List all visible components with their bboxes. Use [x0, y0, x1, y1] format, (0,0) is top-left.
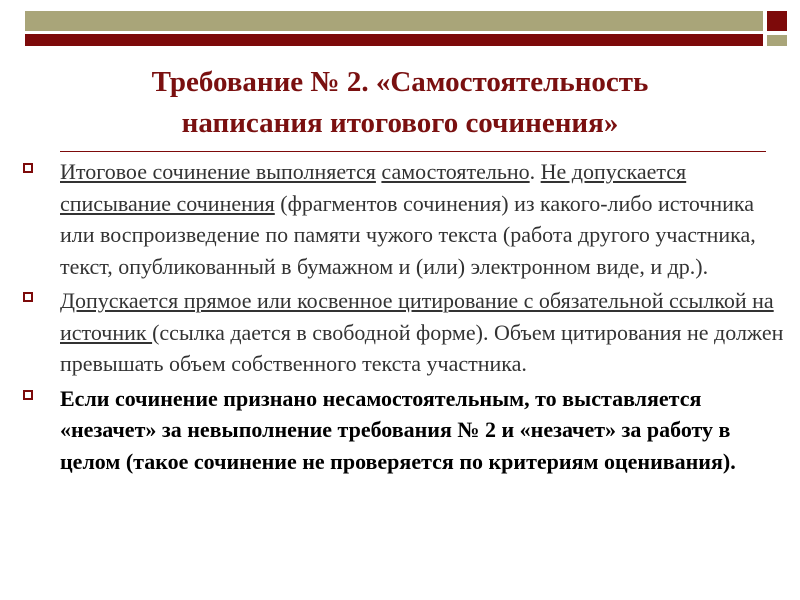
bullet-1-rest: (фрагментов сочинения) из какого-либо источника или воспроизведение по памяти чужого текста (работа другого участника, текст, опубликованный в бумажном и (или) электронном виде, и др.). — [60, 190, 756, 279]
bullet-1-underlined-b: самостоятельно — [381, 159, 530, 184]
header-bar-red — [24, 33, 764, 47]
bullet-2-rest: (ссылка дается в свободной форме). Объем цитирования не должен превышать объем собственного текста участника. — [60, 319, 784, 376]
bullet-item-3 — [14, 383, 784, 478]
bullet-1-text — [60, 159, 756, 279]
title-divider — [60, 151, 766, 152]
bullet-item-2 — [14, 285, 784, 380]
square-bullet-icon — [23, 292, 33, 302]
header-square-olive — [766, 34, 788, 47]
square-bullet-icon — [23, 163, 33, 173]
bullet-2-underlined: Допускается прямое или косвенное цитирование с обязательной ссылкой на источник — [60, 288, 774, 345]
bullet-3-text: Если сочинение признано несамостоятельным, то выставляется «незачет» за невыполнение требования № 2 и «незачет» за работу в целом (такое сочинение не проверяется по критериям оценивания). — [60, 385, 736, 474]
bullet-list — [14, 156, 784, 480]
slide-title-line1: Требование № 2. «Самостоятельность — [151, 66, 649, 98]
slide-title — [40, 62, 760, 144]
bullet-2-text — [60, 288, 783, 376]
square-bullet-icon — [23, 390, 33, 400]
bullet-1-punct: . — [529, 159, 541, 184]
header-bar-olive — [24, 10, 764, 32]
bullet-1-underlined-c: Не допускается списывание сочинения — [60, 159, 687, 216]
bullet-item-1 — [14, 156, 784, 282]
header-square-red — [766, 10, 788, 32]
bullet-1-underlined-a: Итоговое сочинение выполняется — [60, 159, 376, 184]
slide-title-line2: написания итогового сочинения» — [181, 107, 619, 139]
